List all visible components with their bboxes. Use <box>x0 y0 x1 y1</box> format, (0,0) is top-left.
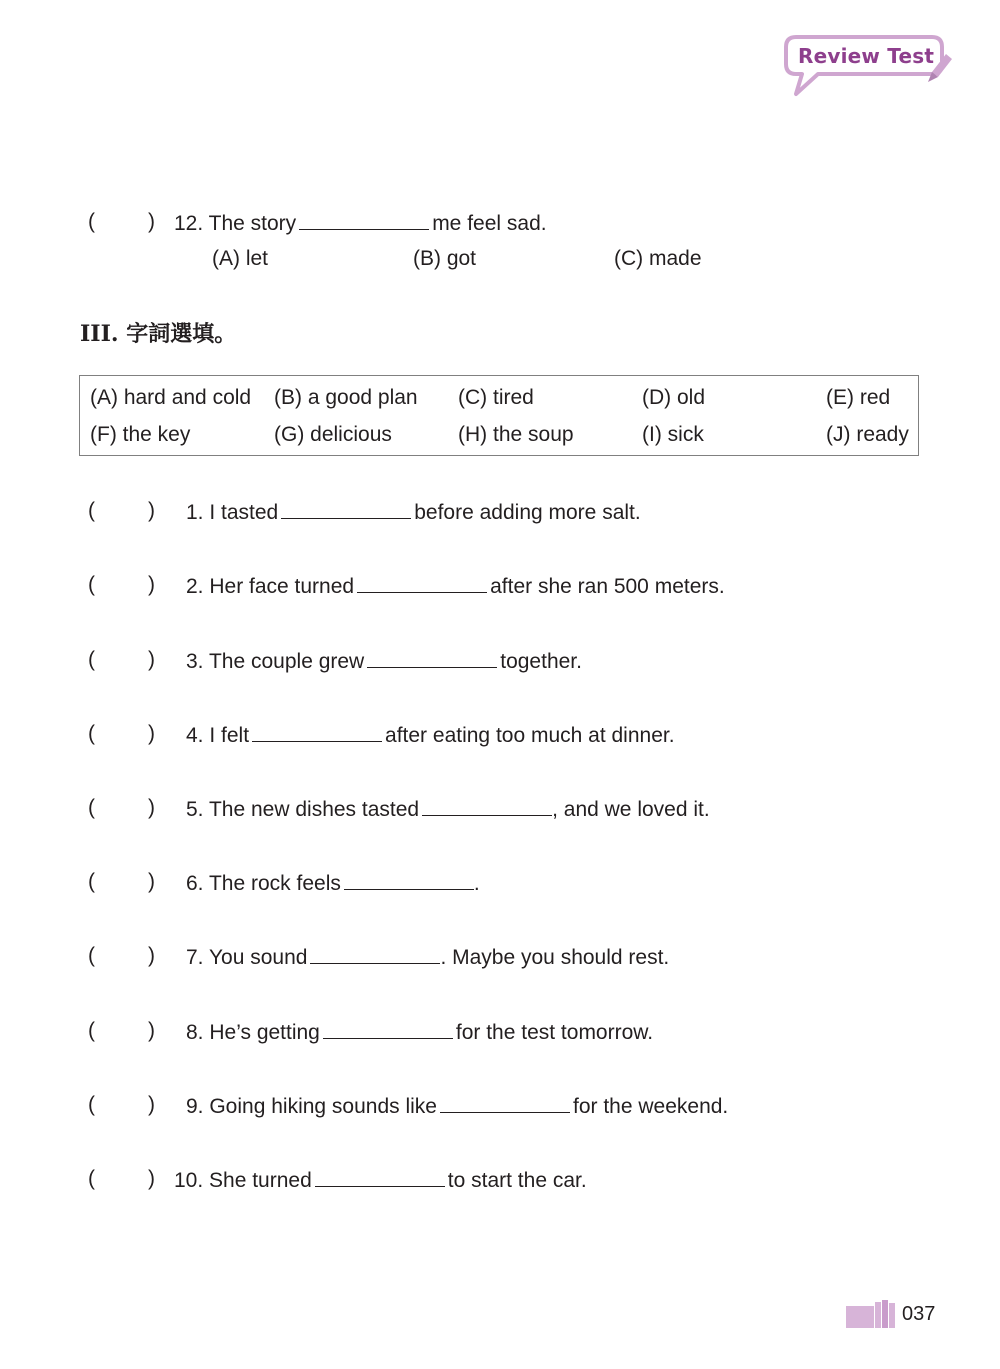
answer-paren-open: ( <box>88 1093 95 1116</box>
answer-paren-close: ) <box>148 499 155 522</box>
question-4 <box>88 719 788 749</box>
answer-blank[interactable] <box>344 867 474 890</box>
review-test-badge <box>782 32 952 98</box>
question-before: 12. The story <box>174 212 297 235</box>
question-before: 3. The couple grew <box>186 650 365 673</box>
answer-paren-close: ) <box>148 1093 155 1116</box>
word-option: (D) old <box>642 386 706 409</box>
answer-blank[interactable] <box>323 1016 453 1039</box>
question-after: . <box>473 872 480 895</box>
question-after: to start the car. <box>447 1169 587 1192</box>
option-b: (B) got <box>413 247 477 270</box>
answer-paren-close: ) <box>148 210 155 233</box>
books-icon <box>846 1300 898 1328</box>
question-before: 6. The rock feels <box>186 872 341 895</box>
word-option: (I) sick <box>642 423 704 446</box>
answer-paren-close: ) <box>148 1019 155 1042</box>
question-before: 8. He’s getting <box>186 1021 320 1044</box>
question-5 <box>88 793 788 823</box>
answer-paren-open: ( <box>88 499 95 522</box>
answer-paren-open: ( <box>88 648 95 671</box>
question-after: after she ran 500 meters. <box>490 575 725 598</box>
answer-paren-open: ( <box>88 722 95 745</box>
question-7 <box>88 941 788 971</box>
section-title: III. 字詞選填。 <box>80 321 237 347</box>
answer-paren-open: ( <box>88 1167 95 1190</box>
question-text <box>174 207 547 239</box>
question-9 <box>88 1090 788 1120</box>
answer-paren-close: ) <box>148 1167 155 1190</box>
word-option: (F) the key <box>90 423 191 446</box>
answer-paren-open: ( <box>88 796 95 819</box>
question-after: for the test tomorrow. <box>455 1021 654 1044</box>
word-option: (H) the soup <box>458 423 574 446</box>
question-after: after eating too much at dinner. <box>385 724 675 747</box>
word-option: (B) a good plan <box>274 386 418 409</box>
word-option: (J) ready <box>826 423 909 446</box>
word-option: (G) delicious <box>274 423 392 446</box>
answer-blank[interactable] <box>310 941 440 964</box>
answer-paren-open: ( <box>88 944 95 967</box>
badge-label: Review Test <box>798 44 935 68</box>
question-after: me feel sad. <box>432 212 547 235</box>
question-3 <box>88 645 788 675</box>
word-option: (A) hard and cold <box>90 386 252 409</box>
question-after: together. <box>500 650 582 673</box>
answer-blank[interactable] <box>281 496 411 519</box>
answer-blank[interactable] <box>440 1090 570 1113</box>
answer-paren-close: ) <box>148 722 155 745</box>
answer-blank[interactable] <box>299 207 429 230</box>
question-8 <box>88 1016 788 1046</box>
question-before: 10. She turned <box>174 1169 312 1192</box>
answer-paren-close: ) <box>148 796 155 819</box>
answer-blank[interactable] <box>367 645 497 668</box>
answer-paren-open: ( <box>88 573 95 596</box>
question-after: , and we loved it. <box>552 798 710 821</box>
answer-paren-open: ( <box>88 870 95 893</box>
page-number: 037 <box>902 1303 936 1325</box>
question-before: 9. Going hiking sounds like <box>186 1095 437 1118</box>
question-after: before adding more salt. <box>414 501 641 524</box>
question-10 <box>88 1164 788 1194</box>
word-bank <box>79 375 919 456</box>
question-before: 5. The new dishes tasted <box>186 798 420 821</box>
question-1 <box>88 496 788 526</box>
question-after: . Maybe you should rest. <box>440 946 670 969</box>
word-option: (E) red <box>826 386 891 409</box>
answer-paren-close: ) <box>148 648 155 671</box>
answer-paren-open: ( <box>88 210 95 233</box>
question-12 <box>88 207 688 237</box>
question-6 <box>88 867 788 897</box>
option-c: (C) made <box>614 247 702 270</box>
answer-blank[interactable] <box>357 570 487 593</box>
question-before: 2. Her face turned <box>186 575 355 598</box>
word-option: (C) tired <box>458 386 534 409</box>
answer-paren-close: ) <box>148 573 155 596</box>
question-before: 4. I felt <box>186 724 250 747</box>
answer-paren-close: ) <box>148 944 155 967</box>
answer-paren-open: ( <box>88 1019 95 1042</box>
answer-blank[interactable] <box>422 793 552 816</box>
answer-blank[interactable] <box>315 1164 445 1187</box>
question-after: for the weekend. <box>573 1095 729 1118</box>
question-before: 1. I tasted <box>186 501 279 524</box>
question-2 <box>88 570 788 600</box>
answer-paren-close: ) <box>148 870 155 893</box>
option-a: (A) let <box>212 247 269 270</box>
question-before: 7. You sound <box>186 946 308 969</box>
answer-blank[interactable] <box>252 719 382 742</box>
